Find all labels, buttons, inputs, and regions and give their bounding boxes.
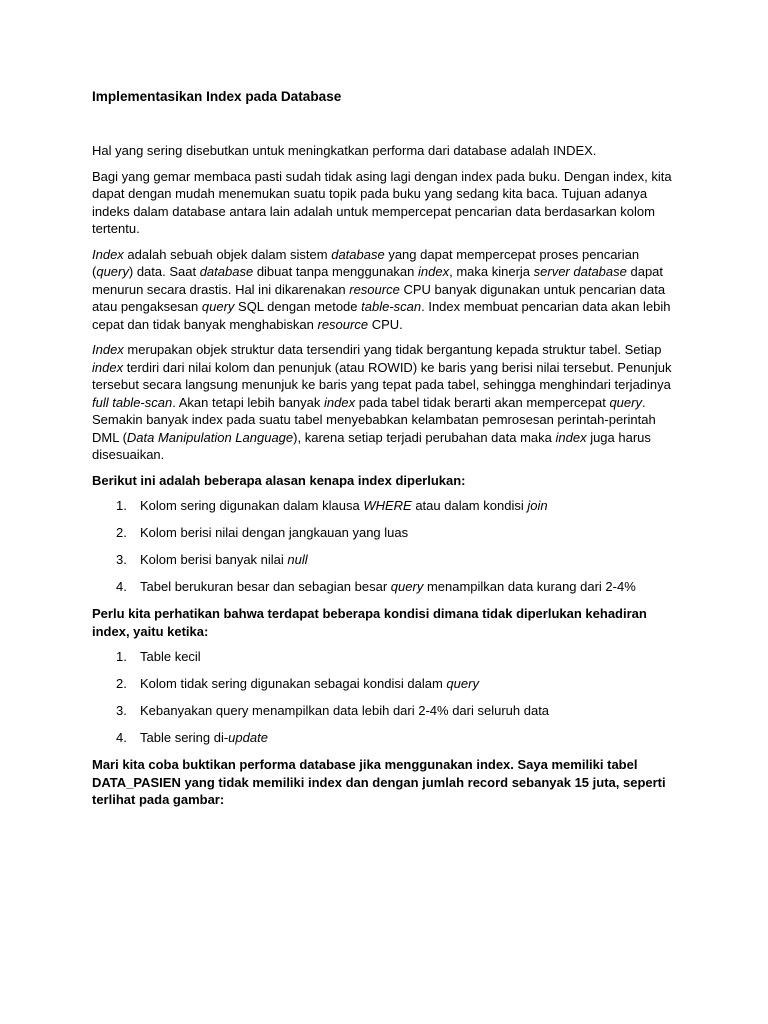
paragraph-book-index: Bagi yang gemar membaca pasti sudah tidak asing lagi dengan index pada buku. Dengan index, kita dapat dengan mudah menemukan suatu topik pada buku yang sedang kita baca. Tujuan adanya indeks dalam database antara lain adalah untuk mempercepat pencarian data berdasarkan kolom tertentu.: [92, 168, 672, 236]
reasons-list: [92, 497, 676, 596]
noindex-list: [92, 648, 676, 747]
list-item: 1. Table kecil: [116, 649, 201, 664]
document-body: [92, 142, 676, 809]
paragraph-intro: Hal yang sering disebutkan untuk meningkatkan performa dari database adalah INDEX.: [92, 143, 597, 158]
list-item: 2. Kolom berisi nilai dengan jangkauan yang luas: [116, 525, 409, 540]
list-item: 4. Table sering di-update: [116, 730, 268, 745]
paragraph-closing: Mari kita coba buktikan performa database jika menggunakan index. Saya memiliki tabel DATA_PASIEN yang tidak memiliki index dan dengan jumlah record sebanyak 15 juta, seperti terlihat pada gambar:: [92, 757, 666, 807]
list-item: 3. Kebanyakan query menampilkan data lebih dari 2-4% dari seluruh data: [116, 703, 550, 718]
list-item: 1. Kolom sering digunakan dalam klausa WHERE atau dalam kondisi join: [116, 498, 548, 513]
paragraph-index-structure: Index merupakan objek struktur data tersendiri yang tidak bergantung kepada struktur tabel. Setiap index terdiri dari nilai kolom dan penunjuk (atau ROWID) ke baris yang berisi nilai tersebut. Penunjuk tersebut secara langsung menunjuk ke baris yang tepat pada tabel, sehingga menghindari terjadinya full table-scan. Akan tetapi lebih banyak index pada tabel tidak berarti akan mempercepat query. Semakin banyak index pada suatu tabel menyebabkan kelambatan pemrosesan perintah-perintah DML (Data Manipulation Language), karena setiap terjadi perubahan data maka index juga harus disesuaikan.: [92, 342, 672, 462]
list-item: 2. Kolom tidak sering digunakan sebagai kondisi dalam query: [116, 676, 479, 691]
list-item: 3. Kolom berisi banyak nilai null: [116, 552, 308, 567]
reasons-heading: Berikut ini adalah beberapa alasan kenapa index diperlukan:: [92, 472, 466, 488]
document-title: Implementasikan Index pada Database: [92, 89, 342, 104]
list-item: 4. Tabel berukuran besar dan sebagian besar query menampilkan data kurang dari 2-4%: [116, 579, 636, 594]
noindex-heading: Perlu kita perhatikan bahwa terdapat beberapa kondisi dimana tidak diperlukan kehadiran index, yaitu ketika:: [92, 606, 647, 639]
paragraph-index-definition: Index adalah sebuah objek dalam sistem database yang dapat mempercepat proses pencarian (query) data. Saat database dibuat tanpa menggunakan index, maka kinerja server database dapat menurun secara drastis. Hal ini dikarenakan resource CPU banyak digunakan untuk pencarian data atau pengaksesan query SQL dengan metode table-scan. Index membuat pencarian data akan lebih cepat dan tidak banyak menghabiskan resource CPU.: [92, 246, 671, 332]
